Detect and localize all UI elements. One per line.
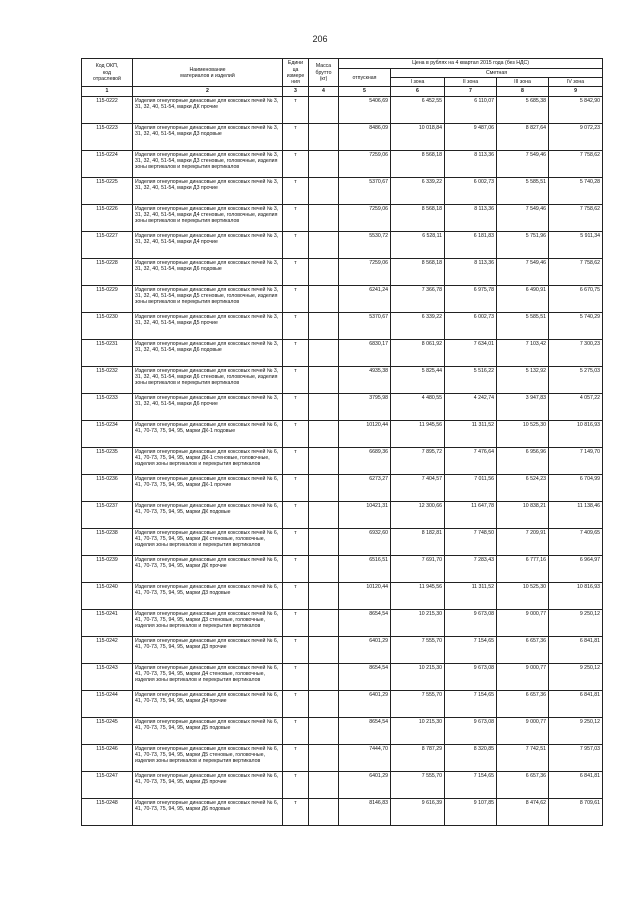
row-zone-4-price: 7 758,62: [549, 258, 603, 285]
row-release-price: 8486,09: [339, 123, 391, 150]
row-code: 115-0227: [82, 231, 133, 258]
table-row: [82, 501, 603, 528]
row-zone-2-price: 9 107,85: [445, 798, 497, 825]
row-release-price: 7444,70: [339, 744, 391, 771]
row-material-name: Изделия огнеупорные динасовые для коксовых печей № 3, 31, 32, 40, 51-54, марки Д6 стеновые, головочные, изделия зоны вертикалов и перекрытия вертикалов: [133, 366, 283, 393]
row-mass: [309, 231, 339, 258]
row-zone-1-price: 12 300,66: [391, 501, 445, 528]
row-zone-2-price: 6 002,73: [445, 312, 497, 339]
row-zone-1-price: 9 616,39: [391, 798, 445, 825]
row-zone-3-price: 6 657,36: [497, 690, 549, 717]
row-material-name: Изделия огнеупорные динасовые для коксовых печей № 6, 41, 70-73, 75, 94, 95, марки Д5 прочие: [133, 771, 283, 798]
row-zone-1-price: 7 366,78: [391, 285, 445, 312]
row-zone-1-price: 8 787,29: [391, 744, 445, 771]
row-material-name: Изделия огнеупорные динасовые для коксовых печей № 6, 41, 70-73, 75, 94, 95, марки ДК прочие: [133, 555, 283, 582]
table-row: [82, 150, 603, 177]
table-row: [82, 231, 603, 258]
header-estimate-price: Сметная: [391, 69, 603, 78]
table-row: [82, 96, 603, 123]
row-code: 115-0233: [82, 393, 133, 420]
row-release-price: 8654,54: [339, 663, 391, 690]
row-zone-1-price: 7 555,70: [391, 636, 445, 663]
row-zone-4-price: 5 275,03: [549, 366, 603, 393]
row-zone-1-price: 10 215,30: [391, 717, 445, 744]
row-zone-3-price: 3 947,83: [497, 393, 549, 420]
row-zone-2-price: 11 647,78: [445, 501, 497, 528]
row-zone-4-price: 6 964,97: [549, 555, 603, 582]
row-code: 115-0229: [82, 285, 133, 312]
row-zone-4-price: 5 911,34: [549, 231, 603, 258]
row-release-price: 6830,17: [339, 339, 391, 366]
row-zone-4-price: 7 957,03: [549, 744, 603, 771]
row-zone-2-price: 7 476,64: [445, 447, 497, 474]
row-unit: т: [283, 204, 309, 231]
column-number: 2: [133, 87, 283, 96]
row-zone-4-price: 7 300,23: [549, 339, 603, 366]
row-zone-2-price: 6 002,73: [445, 177, 497, 204]
row-zone-3-price: 7 549,46: [497, 204, 549, 231]
row-release-price: 6401,29: [339, 771, 391, 798]
row-release-price: 7259,06: [339, 204, 391, 231]
row-unit: т: [283, 393, 309, 420]
row-zone-3-price: 5 132,92: [497, 366, 549, 393]
row-unit: т: [283, 582, 309, 609]
row-release-price: 3795,98: [339, 393, 391, 420]
row-zone-3-price: 10 525,30: [497, 582, 549, 609]
row-code: 115-0238: [82, 528, 133, 555]
table-row: [82, 609, 603, 636]
row-mass: [309, 366, 339, 393]
row-material-name: Изделия огнеупорные динасовые для коксовых печей № 6, 41, 70-73, 75, 94, 95, марки ДК подовые: [133, 501, 283, 528]
row-material-name: Изделия огнеупорные динасовые для коксовых печей № 6, 41, 70-73, 75, 94, 95, марки Д3 стеновые, головочные, изделия зоны вертикалов и перекрытия вертикалов: [133, 609, 283, 636]
row-material-name: Изделия огнеупорные динасовые для коксовых печей № 3, 31, 32, 40, 51-54, марки Д3 стеновые, головочные, изделия зоны вертикалов и перекрытия вертикалов: [133, 150, 283, 177]
row-zone-2-price: 11 311,52: [445, 420, 497, 447]
row-mass: [309, 123, 339, 150]
row-material-name: Изделия огнеупорные динасовые для коксовых печей № 6, 41, 70-73, 75, 94, 95, марки Д5 стеновые, головочные, изделия зоны вертикалов и перекрытия вертикалов: [133, 744, 283, 771]
row-release-price: 6932,60: [339, 528, 391, 555]
column-number: 3: [283, 87, 309, 96]
row-zone-3-price: 7 549,46: [497, 150, 549, 177]
row-zone-3-price: 6 657,36: [497, 636, 549, 663]
row-unit: т: [283, 177, 309, 204]
row-zone-4-price: 4 057,22: [549, 393, 603, 420]
row-mass: [309, 582, 339, 609]
column-number: 5: [339, 87, 391, 96]
row-zone-4-price: 10 816,93: [549, 420, 603, 447]
table-row: [82, 123, 603, 150]
row-unit: т: [283, 231, 309, 258]
row-zone-2-price: 6 110,07: [445, 96, 497, 123]
row-material-name: Изделия огнеупорные динасовые для коксовых печей № 6, 41, 70-73, 75, 94, 95, марки ДК-1 стеновые, головочные, изделия зоны вертикалов и перекрытия вертикалов: [133, 447, 283, 474]
row-zone-1-price: 5 825,44: [391, 366, 445, 393]
row-material-name: Изделия огнеупорные динасовые для коксовых печей № 3, 31, 32, 40, 51-54, марки Д3 подовые: [133, 123, 283, 150]
row-zone-4-price: 9 072,23: [549, 123, 603, 150]
price-table: [81, 58, 603, 826]
row-mass: [309, 393, 339, 420]
column-number: 9: [549, 87, 603, 96]
row-material-name: Изделия огнеупорные динасовые для коксовых печей № 3, 31, 32, 40, 51-54, марки Д4 стеновые, головочные, изделия зоны вертикалов и перекрытия вертикалов: [133, 204, 283, 231]
row-zone-2-price: 4 242,74: [445, 393, 497, 420]
row-zone-4-price: 9 250,12: [549, 609, 603, 636]
table-row: [82, 555, 603, 582]
header-zone-4: IV зона: [549, 78, 603, 87]
row-code: 115-0247: [82, 771, 133, 798]
row-zone-1-price: 7 555,70: [391, 690, 445, 717]
table-row: [82, 744, 603, 771]
row-zone-4-price: 10 816,93: [549, 582, 603, 609]
row-zone-2-price: 7 154,65: [445, 690, 497, 717]
column-number: 1: [82, 87, 133, 96]
row-zone-3-price: 6 524,23: [497, 474, 549, 501]
row-unit: т: [283, 474, 309, 501]
row-release-price: 6401,29: [339, 690, 391, 717]
column-number: 7: [445, 87, 497, 96]
table-row: [82, 393, 603, 420]
header-zone-3: III зона: [497, 78, 549, 87]
row-zone-2-price: 8 113,36: [445, 258, 497, 285]
row-zone-2-price: 5 516,22: [445, 366, 497, 393]
column-number: 4: [309, 87, 339, 96]
row-mass: [309, 339, 339, 366]
row-zone-3-price: 8 827,64: [497, 123, 549, 150]
row-zone-1-price: 6 452,55: [391, 96, 445, 123]
table-row: [82, 663, 603, 690]
row-zone-2-price: 9 673,08: [445, 717, 497, 744]
column-number: 8: [497, 87, 549, 96]
table-row: [82, 285, 603, 312]
row-zone-2-price: 9 673,08: [445, 663, 497, 690]
table-row: [82, 717, 603, 744]
row-mass: [309, 285, 339, 312]
row-zone-4-price: 7 149,70: [549, 447, 603, 474]
row-unit: т: [283, 447, 309, 474]
row-unit: т: [283, 366, 309, 393]
row-code: 115-0244: [82, 690, 133, 717]
row-unit: т: [283, 258, 309, 285]
row-mass: [309, 96, 339, 123]
row-zone-1-price: 7 555,70: [391, 771, 445, 798]
row-release-price: 5406,69: [339, 96, 391, 123]
row-release-price: 10120,44: [339, 582, 391, 609]
row-zone-3-price: 6 956,96: [497, 447, 549, 474]
header-zone-1: I зона: [391, 78, 445, 87]
row-zone-1-price: 8 182,81: [391, 528, 445, 555]
row-zone-3-price: 7 549,46: [497, 258, 549, 285]
row-code: 115-0246: [82, 744, 133, 771]
row-zone-3-price: 6 777,16: [497, 555, 549, 582]
row-zone-4-price: 9 250,12: [549, 717, 603, 744]
row-material-name: Изделия огнеупорные динасовые для коксовых печей № 3, 31, 32, 40, 51-54, марки Д6 прочие: [133, 393, 283, 420]
row-release-price: 6689,36: [339, 447, 391, 474]
row-zone-1-price: 6 339,22: [391, 312, 445, 339]
table-header: [82, 59, 603, 97]
row-zone-2-price: 7 011,56: [445, 474, 497, 501]
row-mass: [309, 771, 339, 798]
header-release-price: отпускная: [339, 69, 391, 87]
row-zone-1-price: 8 568,18: [391, 258, 445, 285]
row-unit: т: [283, 609, 309, 636]
row-mass: [309, 528, 339, 555]
row-release-price: 8654,54: [339, 609, 391, 636]
row-code: 115-0234: [82, 420, 133, 447]
row-zone-1-price: 8 568,18: [391, 204, 445, 231]
row-zone-4-price: 7 758,62: [549, 150, 603, 177]
row-zone-3-price: 9 000,77: [497, 663, 549, 690]
row-material-name: Изделия огнеупорные динасовые для коксовых печей № 3, 31, 32, 40, 51-54, марки Д6 подовые: [133, 258, 283, 285]
row-zone-3-price: 6 657,36: [497, 771, 549, 798]
table-row: [82, 771, 603, 798]
header-code: Код ОКП, код отраслевой: [82, 59, 133, 87]
row-zone-3-price: 10 838,21: [497, 501, 549, 528]
page-number: 206: [312, 34, 328, 44]
row-code: 115-0237: [82, 501, 133, 528]
row-code: 115-0225: [82, 177, 133, 204]
row-zone-1-price: 11 945,56: [391, 582, 445, 609]
row-release-price: 5530,72: [339, 231, 391, 258]
row-material-name: Изделия огнеупорные динасовые для коксовых печей № 3, 31, 32, 40, 51-54, марки ДК прочие: [133, 96, 283, 123]
row-zone-1-price: 7 691,70: [391, 555, 445, 582]
row-material-name: Изделия огнеупорные динасовые для коксовых печей № 6, 41, 70-73, 75, 94, 95, марки Д4 прочие: [133, 690, 283, 717]
row-material-name: Изделия огнеупорные динасовые для коксовых печей № 6, 41, 70-73, 75, 94, 95, марки ДК-1 прочие: [133, 474, 283, 501]
row-zone-1-price: 4 480,55: [391, 393, 445, 420]
row-unit: т: [283, 501, 309, 528]
row-zone-2-price: 8 113,36: [445, 150, 497, 177]
row-unit: т: [283, 771, 309, 798]
row-release-price: 4935,38: [339, 366, 391, 393]
row-zone-4-price: 11 138,46: [549, 501, 603, 528]
row-zone-1-price: 6 528,11: [391, 231, 445, 258]
row-release-price: 10421,31: [339, 501, 391, 528]
table-row: [82, 798, 603, 825]
table-row: [82, 582, 603, 609]
row-unit: т: [283, 420, 309, 447]
row-zone-2-price: 7 634,01: [445, 339, 497, 366]
row-release-price: 8654,54: [339, 717, 391, 744]
row-zone-3-price: 5 585,51: [497, 177, 549, 204]
row-code: 115-0236: [82, 474, 133, 501]
row-code: 115-0243: [82, 663, 133, 690]
row-mass: [309, 717, 339, 744]
row-zone-4-price: 6 841,81: [549, 636, 603, 663]
row-material-name: Изделия огнеупорные динасовые для коксовых печей № 6, 41, 70-73, 75, 94, 95, марки Д5 подовые: [133, 717, 283, 744]
header-unit: Едини ца измере ния: [283, 59, 309, 87]
row-material-name: Изделия огнеупорные динасовые для коксовых печей № 3, 31, 32, 40, 51-54, марки Д4 прочие: [133, 231, 283, 258]
row-code: 115-0245: [82, 717, 133, 744]
row-release-price: 10120,44: [339, 420, 391, 447]
row-mass: [309, 636, 339, 663]
row-zone-3-price: 9 000,77: [497, 717, 549, 744]
row-code: 115-0223: [82, 123, 133, 150]
row-unit: т: [283, 555, 309, 582]
column-number: 6: [391, 87, 445, 96]
row-zone-3-price: 7 742,51: [497, 744, 549, 771]
row-code: 115-0240: [82, 582, 133, 609]
table-row: [82, 204, 603, 231]
row-zone-2-price: 7 154,65: [445, 771, 497, 798]
row-zone-1-price: 10 215,30: [391, 609, 445, 636]
row-zone-2-price: 9 673,08: [445, 609, 497, 636]
table-body: [82, 96, 603, 825]
row-material-name: Изделия огнеупорные динасовые для коксовых печей № 6, 41, 70-73, 75, 94, 95, марки ДК-1 подовые: [133, 420, 283, 447]
row-unit: т: [283, 312, 309, 339]
table-row: [82, 636, 603, 663]
row-material-name: Изделия огнеупорные динасовые для коксовых печей № 3, 31, 32, 40, 51-54, марки Д3 прочие: [133, 177, 283, 204]
row-release-price: 5370,67: [339, 312, 391, 339]
row-zone-3-price: 6 490,91: [497, 285, 549, 312]
row-code: 115-0241: [82, 609, 133, 636]
row-mass: [309, 447, 339, 474]
header-zone-2: II зона: [445, 78, 497, 87]
row-zone-1-price: 7 895,72: [391, 447, 445, 474]
row-unit: т: [283, 663, 309, 690]
table-row: [82, 258, 603, 285]
row-unit: т: [283, 690, 309, 717]
row-mass: [309, 555, 339, 582]
row-zone-3-price: 7 103,42: [497, 339, 549, 366]
row-zone-3-price: 8 474,62: [497, 798, 549, 825]
table-row: [82, 420, 603, 447]
row-release-price: 5370,67: [339, 177, 391, 204]
row-zone-4-price: 5 740,29: [549, 312, 603, 339]
row-zone-3-price: 5 751,96: [497, 231, 549, 258]
table-row: [82, 528, 603, 555]
table-row: [82, 366, 603, 393]
row-mass: [309, 798, 339, 825]
header-price: Цена в рублях на 4 квартал 2015 года (без НДС): [339, 59, 603, 69]
row-mass: [309, 663, 339, 690]
row-unit: т: [283, 339, 309, 366]
row-zone-4-price: 5 740,28: [549, 177, 603, 204]
row-unit: т: [283, 285, 309, 312]
row-code: 115-0232: [82, 366, 133, 393]
row-zone-4-price: 6 704,99: [549, 474, 603, 501]
row-zone-3-price: 5 585,51: [497, 312, 549, 339]
row-zone-2-price: 7 283,43: [445, 555, 497, 582]
row-zone-2-price: 8 320,85: [445, 744, 497, 771]
row-zone-4-price: 5 842,90: [549, 96, 603, 123]
row-unit: т: [283, 636, 309, 663]
row-zone-4-price: 8 709,61: [549, 798, 603, 825]
row-code: 115-0248: [82, 798, 133, 825]
row-zone-2-price: 11 311,52: [445, 582, 497, 609]
row-zone-1-price: 8 061,92: [391, 339, 445, 366]
row-unit: т: [283, 717, 309, 744]
row-zone-2-price: 8 113,36: [445, 204, 497, 231]
header-name: Наименование материалов и изделий: [133, 59, 283, 87]
row-mass: [309, 177, 339, 204]
row-code: 115-0231: [82, 339, 133, 366]
row-material-name: Изделия огнеупорные динасовые для коксовых печей № 6, 41, 70-73, 75, 94, 95, марки ДК стеновые, головочные, изделия зоны вертикалов и перекрытия вертикалов: [133, 528, 283, 555]
table-row: [82, 474, 603, 501]
row-unit: т: [283, 150, 309, 177]
row-material-name: Изделия огнеупорные динасовые для коксовых печей № 3, 31, 32, 40, 51-54, марки Д5 стеновые, головочные, изделия зоны вертикалов и перекрытия вертикалов: [133, 285, 283, 312]
row-unit: т: [283, 528, 309, 555]
row-code: 115-0224: [82, 150, 133, 177]
row-zone-4-price: 9 250,12: [549, 663, 603, 690]
row-mass: [309, 501, 339, 528]
row-release-price: 6516,51: [339, 555, 391, 582]
row-mass: [309, 744, 339, 771]
row-code: 115-0226: [82, 204, 133, 231]
row-zone-1-price: 11 945,56: [391, 420, 445, 447]
row-release-price: 6241,24: [339, 285, 391, 312]
row-zone-4-price: 7 758,62: [549, 204, 603, 231]
row-material-name: Изделия огнеупорные динасовые для коксовых печей № 6, 41, 70-73, 75, 94, 95, марки Д4 стеновые, головочные, изделия зоны вертикалов и перекрытия вертикалов: [133, 663, 283, 690]
row-mass: [309, 312, 339, 339]
row-material-name: Изделия огнеупорные динасовые для коксовых печей № 6, 41, 70-73, 75, 94, 95, марки Д3 прочие: [133, 636, 283, 663]
row-zone-2-price: 7 748,50: [445, 528, 497, 555]
row-mass: [309, 258, 339, 285]
row-unit: т: [283, 123, 309, 150]
row-material-name: Изделия огнеупорные динасовые для коксовых печей № 3, 31, 32, 40, 51-54, марки Д5 прочие: [133, 312, 283, 339]
row-code: 115-0228: [82, 258, 133, 285]
row-unit: т: [283, 96, 309, 123]
row-release-price: 6273,27: [339, 474, 391, 501]
row-zone-1-price: 10 018,84: [391, 123, 445, 150]
row-release-price: 6401,29: [339, 636, 391, 663]
row-mass: [309, 474, 339, 501]
row-mass: [309, 204, 339, 231]
row-zone-3-price: 10 525,30: [497, 420, 549, 447]
row-zone-1-price: 6 339,22: [391, 177, 445, 204]
row-zone-3-price: 7 209,91: [497, 528, 549, 555]
row-mass: [309, 420, 339, 447]
row-unit: т: [283, 798, 309, 825]
row-code: 115-0230: [82, 312, 133, 339]
row-zone-2-price: 7 154,65: [445, 636, 497, 663]
header-mass: Масса брутто (кг): [309, 59, 339, 87]
row-zone-4-price: 6 670,75: [549, 285, 603, 312]
table-row: [82, 447, 603, 474]
row-material-name: Изделия огнеупорные динасовые для коксовых печей № 6, 41, 70-73, 75, 94, 95, марки Д3 подовые: [133, 582, 283, 609]
row-mass: [309, 609, 339, 636]
table-row: [82, 339, 603, 366]
table-row: [82, 177, 603, 204]
row-material-name: Изделия огнеупорные динасовые для коксовых печей № 3, 31, 32, 40, 51-54, марки Д6 подовые: [133, 339, 283, 366]
row-material-name: Изделия огнеупорные динасовые для коксовых печей № 6, 41, 70-73, 75, 94, 95, марки Д6 подовые: [133, 798, 283, 825]
row-zone-4-price: 6 841,81: [549, 771, 603, 798]
row-zone-4-price: 7 409,65: [549, 528, 603, 555]
row-zone-3-price: 5 685,38: [497, 96, 549, 123]
row-release-price: 8146,83: [339, 798, 391, 825]
row-zone-1-price: 7 404,57: [391, 474, 445, 501]
row-zone-1-price: 8 568,18: [391, 150, 445, 177]
row-unit: т: [283, 744, 309, 771]
row-zone-3-price: 9 000,77: [497, 609, 549, 636]
row-code: 115-0222: [82, 96, 133, 123]
row-zone-2-price: 6 975,78: [445, 285, 497, 312]
row-zone-2-price: 9 487,06: [445, 123, 497, 150]
row-code: 115-0242: [82, 636, 133, 663]
table-row: [82, 690, 603, 717]
row-zone-4-price: 6 841,81: [549, 690, 603, 717]
row-mass: [309, 150, 339, 177]
row-code: 115-0239: [82, 555, 133, 582]
table-row: [82, 312, 603, 339]
row-release-price: 7259,06: [339, 258, 391, 285]
row-code: 115-0235: [82, 447, 133, 474]
row-zone-2-price: 6 181,83: [445, 231, 497, 258]
row-zone-1-price: 10 215,30: [391, 663, 445, 690]
row-mass: [309, 690, 339, 717]
row-release-price: 7259,06: [339, 150, 391, 177]
